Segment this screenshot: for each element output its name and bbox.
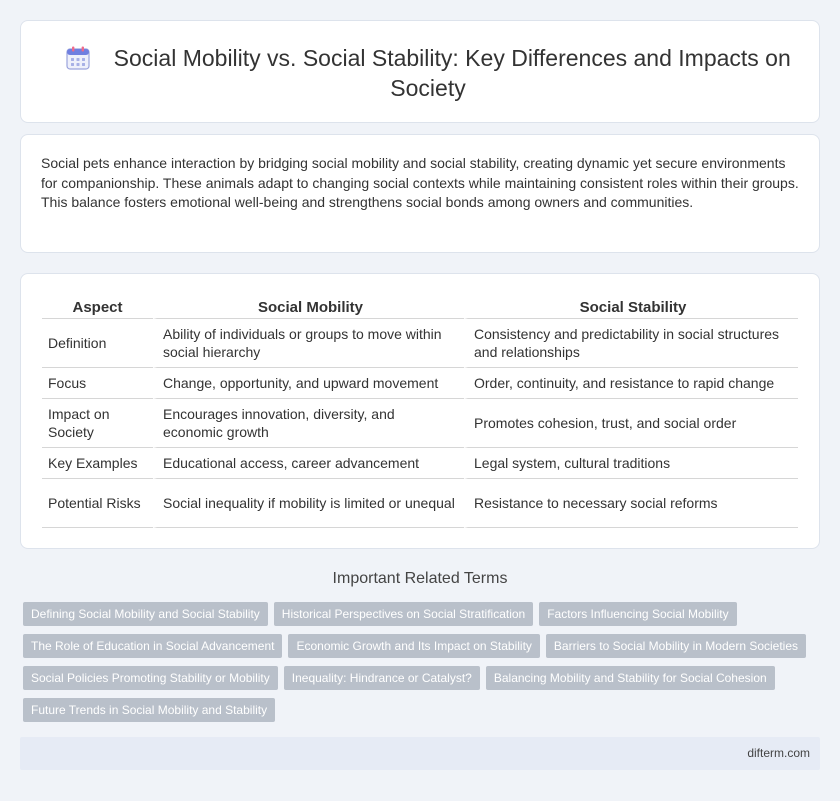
page-title: Social Mobility vs. Social Stability: Key Differences and Impacts on Society xyxy=(113,45,791,101)
related-term-tag[interactable]: Inequality: Hindrance or Catalyst? xyxy=(284,666,480,690)
header-card xyxy=(20,20,820,123)
related-term-tag[interactable]: Future Trends in Social Mobility and Stability xyxy=(23,698,275,722)
row-social-mobility: Change, opportunity, and upward movement xyxy=(153,368,464,399)
row-aspect: Focus xyxy=(42,368,153,399)
row-aspect: Definition xyxy=(42,319,153,368)
intro-card xyxy=(20,134,820,253)
related-term-tag[interactable]: Historical Perspectives on Social Stratification xyxy=(274,602,533,626)
table-row xyxy=(42,368,798,399)
table-row xyxy=(42,479,798,528)
header-social-mobility: Social Mobility xyxy=(153,296,464,319)
row-social-mobility: Ability of individuals or groups to move within social hierarchy xyxy=(153,319,464,368)
related-term-tag[interactable]: Social Policies Promoting Stability or Mobility xyxy=(23,666,278,690)
row-social-mobility: Encourages innovation, diversity, and economic growth xyxy=(153,399,464,448)
row-aspect: Potential Risks xyxy=(42,479,153,528)
related-terms-tags xyxy=(23,602,823,730)
footer-brand-link[interactable]: difterm.com xyxy=(747,746,810,760)
intro-text: Social pets enhance interaction by bridging social mobility and social stability, creating dynamic yet secure environments for companionship. These animals adapt to changing social contexts while maintaining consistent roles within their groups. This balance fosters emotional well-being and strengthens social bonds among owners and communities. xyxy=(41,155,799,210)
comparison-table xyxy=(42,296,798,528)
table-row xyxy=(42,448,798,479)
related-term-tag[interactable]: Factors Influencing Social Mobility xyxy=(539,602,736,626)
calendar-icon xyxy=(65,45,91,71)
table-header-row xyxy=(42,296,798,319)
header-social-stability: Social Stability xyxy=(464,296,798,319)
row-social-stability: Order, continuity, and resistance to rapid change xyxy=(464,368,798,399)
table-row xyxy=(42,319,798,368)
row-social-stability: Legal system, cultural traditions xyxy=(464,448,798,479)
row-social-stability: Resistance to necessary social reforms xyxy=(464,479,798,528)
title-wrap xyxy=(47,43,809,103)
row-social-mobility: Social inequality if mobility is limited or unequal xyxy=(153,479,464,528)
related-term-tag[interactable]: Economic Growth and Its Impact on Stability xyxy=(288,634,539,658)
comparison-table-card xyxy=(20,273,820,549)
row-aspect: Key Examples xyxy=(42,448,153,479)
footer xyxy=(20,737,820,770)
row-social-stability: Promotes cohesion, trust, and social order xyxy=(464,399,798,448)
related-terms-heading: Important Related Terms xyxy=(332,570,508,587)
row-aspect: Impact on Society xyxy=(42,399,153,448)
related-term-tag[interactable]: The Role of Education in Social Advancement xyxy=(23,634,282,658)
header-aspect: Aspect xyxy=(42,296,153,319)
related-term-tag[interactable]: Balancing Mobility and Stability for Social Cohesion xyxy=(486,666,775,690)
row-social-stability: Consistency and predictability in social structures and relationships xyxy=(464,319,798,368)
table-row xyxy=(42,399,798,448)
related-term-tag[interactable]: Barriers to Social Mobility in Modern Societies xyxy=(546,634,806,658)
row-social-mobility: Educational access, career advancement xyxy=(153,448,464,479)
related-term-tag[interactable]: Defining Social Mobility and Social Stability xyxy=(23,602,268,626)
